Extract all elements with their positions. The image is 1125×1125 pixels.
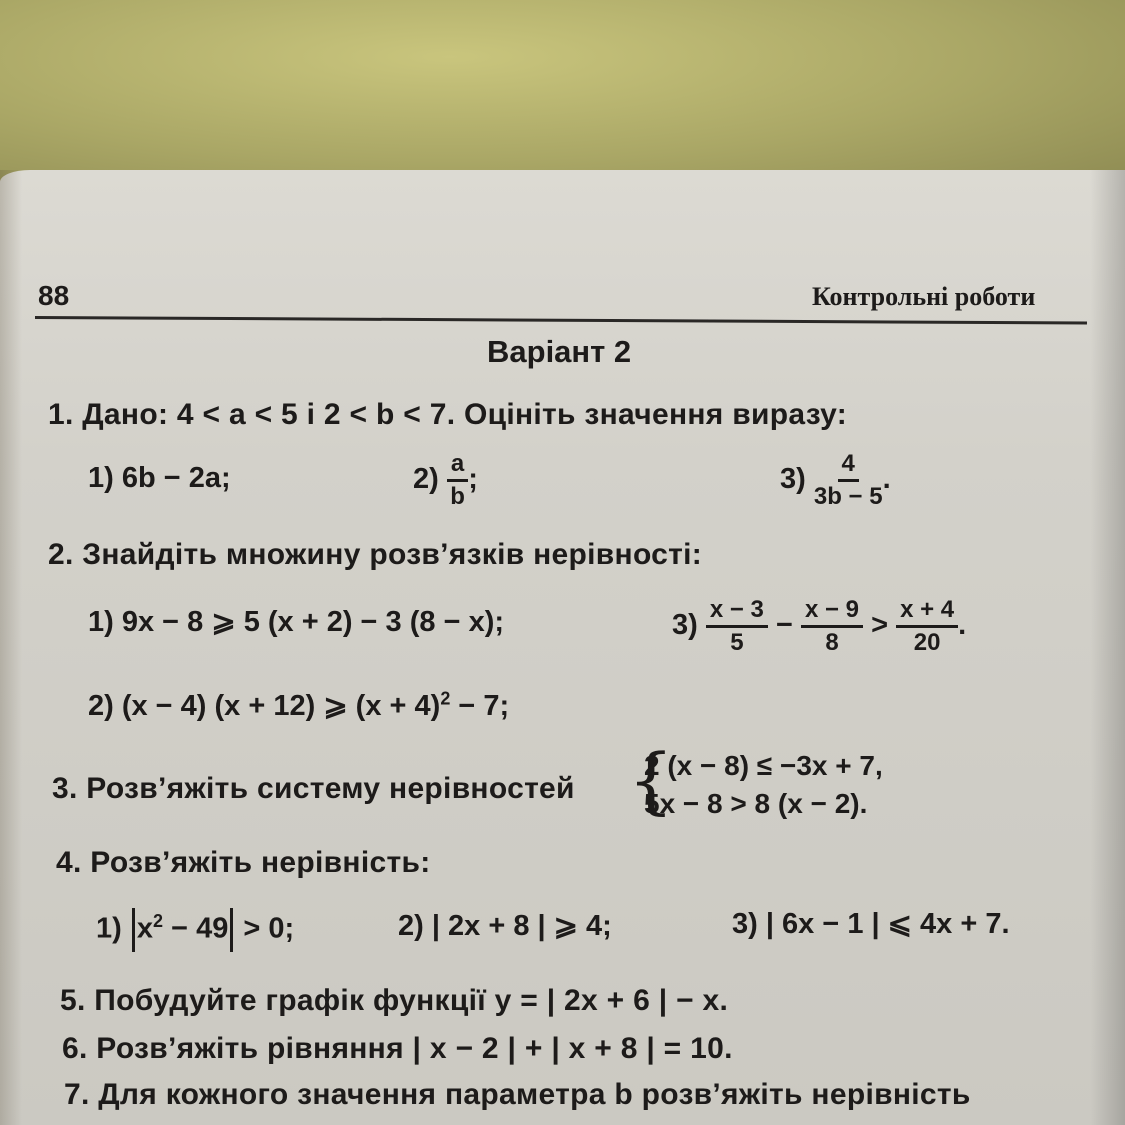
- system-line1: 2 (x − 8) ≤ −3x + 7,: [644, 750, 883, 781]
- fraction-4-over-3b-5: $\frac{4}{3b - 5}$: [813, 450, 883, 510]
- abs-bar-right: [230, 908, 233, 952]
- section-title: Контрольні роботи: [812, 282, 1036, 311]
- fraction-x-4-over-20: $\frac{x + 4}{20}$: [896, 598, 958, 655]
- fraction-a-over-b: $\frac{a}{b}$: [447, 452, 468, 509]
- task2-item2: 2) (x − 4) (x + 12) ⩾ $(x + 4)^2 - 7$;: [88, 688, 510, 722]
- task4-item3: 3) | 6x − 1 | ⩽ 4x + 7.: [732, 908, 1010, 940]
- task1-item1: 1) 6b − 2a;: [88, 462, 231, 494]
- page-number: 88: [38, 280, 70, 311]
- task4-item2: 2) | 2x + 8 | ⩾ 4;: [398, 910, 612, 942]
- system-brace: {: [628, 738, 674, 822]
- task4-item1: 1) $x^2 - 49 > 0$;: [96, 908, 294, 952]
- system-line2: 5x − 8 > 8 (x − 2).: [644, 788, 868, 819]
- background-surface: [0, 0, 1125, 190]
- page-curl-shadow: [1090, 170, 1125, 1125]
- task6-text: 6. Розв’яжіть рівняння | x − 2 | + | x + 8 | = 10.: [62, 1032, 733, 1065]
- abs-bar-left: [132, 908, 135, 952]
- task5-text: 5. Побудуйте графік функції y = | 2x + 6 | − x.: [60, 984, 729, 1017]
- fraction-x-9-over-8: $\frac{x - 9}{8}$: [801, 598, 863, 655]
- task2-item3: 3) $\frac{x - 3}{5}$ − $\frac{x - 9}{8}$ > $\frac{x + 4}{20}$ .: [672, 596, 967, 656]
- variant-title: Варіант 2: [487, 334, 632, 369]
- task2-text: 2. Знайдіть множину розв’язків нерівності:: [48, 538, 703, 571]
- fraction-x-3-over-5: $\frac{x - 3}{5}$: [706, 598, 768, 655]
- task3-text: 3. Розв’яжіть систему нерівностей: [52, 772, 575, 805]
- task1-text: 1. Дано: 4 < a < 5 і 2 < b < 7. Оцініть значення виразу:: [48, 398, 848, 431]
- task1-item3: 3) $\frac{4}{3b - 5}$ .: [780, 450, 891, 510]
- task1-item2: 2) $\frac{a}{b}$ ;: [413, 450, 478, 510]
- page-edge-shadow: [0, 170, 22, 1125]
- task2-item1: 1) 9x − 8 ⩾ 5 (x + 2) − 3 (8 − x);: [88, 606, 505, 638]
- task7-text: 7. Для кожного значення параметра b розв’яжіть нерівність: [64, 1078, 971, 1111]
- task4-text: 4. Розв’яжіть нерівність:: [56, 846, 431, 879]
